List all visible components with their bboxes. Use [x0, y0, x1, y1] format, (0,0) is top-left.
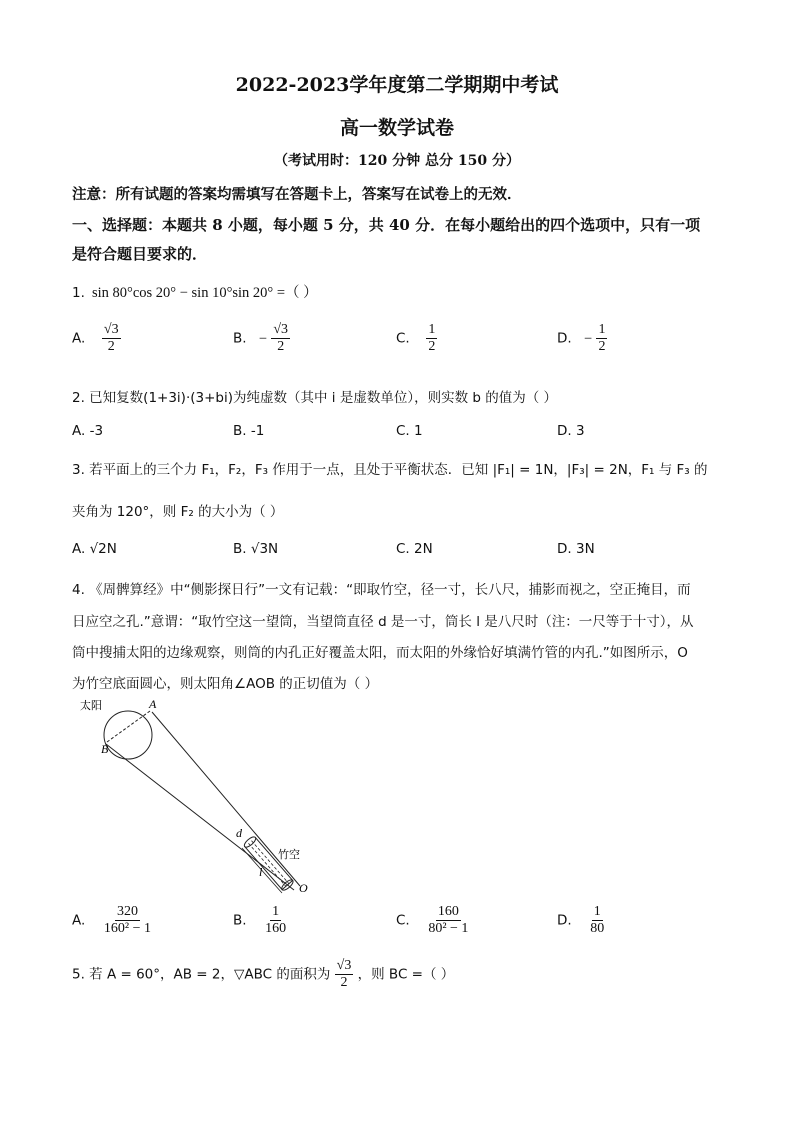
option-fraction [588, 904, 606, 937]
q2-stem: 2. 已知复数(1+3i)·(3+bi)为纯虚数（其中 i 是虚数单位），则实数 b 的值为（ ） [72, 390, 558, 406]
option-fraction [596, 322, 607, 355]
fraction-numerator: 320 [115, 904, 140, 921]
q1-option-b [233, 322, 290, 355]
q2-option-d: D. 3 [557, 423, 585, 439]
point-b-label: B [101, 742, 109, 756]
q4-line2: 日应空之孔.”意谓：“取竹空这一望筒，当望筒直径 d 是一寸，筒长 l 是八尺时（注：一尺等于十寸），从 [72, 614, 694, 630]
fraction-numerator: √3 [335, 958, 354, 975]
tube-label: 竹空 [278, 848, 300, 861]
q4-line3: 筒中搜捕太阳的边缘观察，则筒的内孔正好覆盖太阳，而太阳的外缘恰好填满竹管的内孔.”如图所示，O [72, 645, 688, 661]
q4-line1: 4. 《周髀算经》中“侧影探日行”一文有记载：“即取竹空，径一寸，长八尺，捕影而视之，空正掩目，而 [72, 582, 691, 598]
q1-option-a [72, 322, 121, 355]
q4-option-c [396, 904, 470, 937]
option-letter: D. [557, 912, 572, 929]
fraction-numerator: 160 [436, 904, 461, 921]
option-fraction [426, 322, 437, 355]
fraction-numerator: √3 [102, 322, 121, 339]
q4-option-b [233, 904, 288, 937]
q2-option-c: C. 1 [396, 423, 423, 439]
fraction-numerator: √3 [271, 322, 290, 339]
point-a-label: A [149, 697, 157, 711]
option-letter: C. [396, 330, 410, 347]
exam-title: 2022-2023学年度第二学期期中考试 [235, 74, 559, 96]
q2-option-a: A. -3 [72, 423, 104, 439]
exam-subtitle: 高一数学试卷 [339, 117, 454, 139]
exam-meta: （考试用时：120 分钟 总分 150 分） [274, 153, 520, 169]
option-fraction [426, 904, 470, 937]
l-label: l [259, 865, 263, 879]
sun-label: 太阳 [80, 699, 102, 712]
notice: 注意：所有试题的答案均需填写在答题卡上，答案写在试卷上的无效． [72, 186, 522, 203]
fraction-denominator: 80 [590, 921, 605, 937]
fraction-denominator: 2 [340, 975, 348, 991]
q1-option-d [557, 322, 607, 355]
option-letter: A. [72, 912, 86, 929]
q1-number: 1. [72, 285, 85, 301]
option-letter: A. [72, 330, 86, 347]
option-letter: C. [396, 912, 410, 929]
fraction-denominator: 160 [265, 921, 287, 937]
option-letter: B. [233, 912, 247, 929]
fraction-denominator: 80² − 1 [428, 921, 469, 937]
option-letter: D. [557, 330, 572, 347]
fraction-numerator: 1 [270, 904, 281, 921]
q3-option-c: C. 2N [396, 541, 433, 557]
q4-option-d [557, 904, 606, 937]
point-o-label: O [299, 881, 308, 895]
q5-stem [72, 958, 454, 991]
fraction-denominator: 2 [277, 339, 285, 355]
fraction-numerator: 1 [592, 904, 603, 921]
q3-option-b: B. √3N [233, 541, 279, 557]
fraction-numerator: 1 [596, 322, 607, 339]
fraction-numerator: 1 [426, 322, 437, 339]
sun-circle [104, 711, 152, 759]
q5-stem-pre: 5. 若 A = 60°，AB = 2，▽ABC 的面积为 [72, 966, 331, 983]
fraction-denominator: 160² − 1 [103, 921, 151, 937]
option-fraction [102, 322, 121, 355]
option-letter: B. [233, 330, 247, 347]
bamboo-tube [243, 835, 295, 892]
option-sign: − [583, 330, 593, 347]
q4-line4: 为竹空底面圆心，则太阳角∠AOB 的正切值为（ ） [72, 676, 379, 692]
q2-option-b: B. -1 [233, 423, 265, 439]
q5-fraction [335, 958, 354, 991]
q1-option-c [396, 322, 437, 355]
fraction-denominator: 2 [598, 339, 606, 355]
q5-stem-post: ，则 BC =（ ） [357, 966, 455, 983]
q1-stem: sin 80°cos 20° − sin 10°sin 20° =（ ） [92, 285, 318, 301]
option-fraction [102, 904, 153, 937]
q4-figure [72, 696, 332, 896]
q3-option-a: A. √2N [72, 541, 117, 557]
option-fraction [263, 904, 288, 937]
q3-stem-line1: 3. 若平面上的三个力 F₁，F₂，F₃ 作用于一点，且处于平衡状态．已知 |F₁| = 1N，|F₃| = 2N，F₁ 与 F₃ 的 [72, 462, 708, 478]
option-sign: − [258, 330, 268, 347]
option-fraction [271, 322, 290, 355]
fraction-denominator: 2 [107, 339, 115, 355]
q3-stem-line2: 夹角为 120°，则 F₂ 的大小为（ ） [72, 504, 284, 520]
section-heading-line2: 是符合题目要求的． [72, 245, 208, 263]
d-label: d [236, 826, 242, 840]
section-heading-line1: 一、选择题：本题共 8 小题，每小题 5 分，共 40 分．在每小题给出的四个选项中，只有一项 [72, 216, 701, 234]
q4-option-a [72, 904, 153, 937]
ray-b [106, 744, 294, 890]
fraction-denominator: 2 [428, 339, 436, 355]
q3-option-d: D. 3N [557, 541, 595, 557]
